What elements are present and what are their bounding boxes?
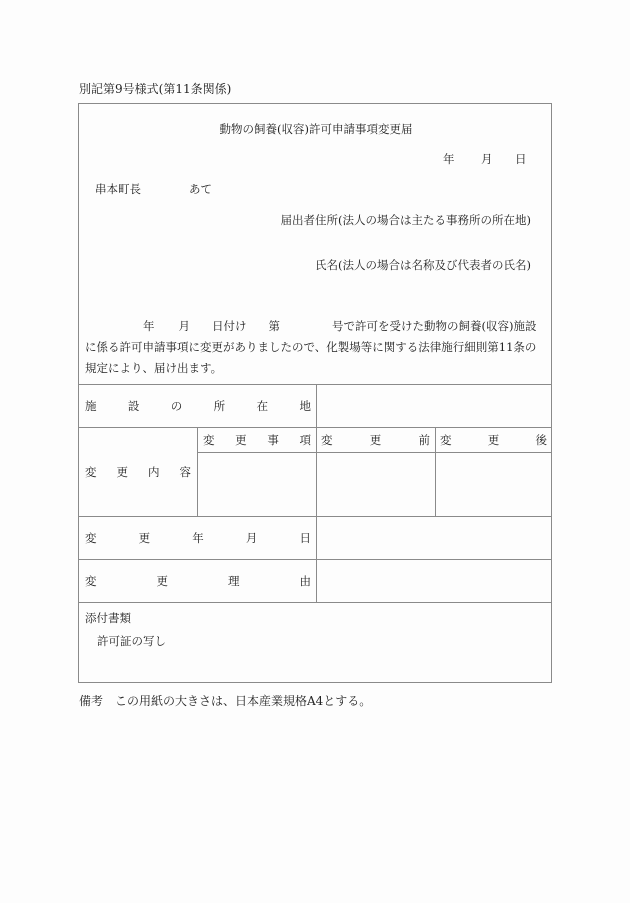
date-month-label: 月: [481, 152, 493, 166]
change-reason-field[interactable]: [319, 561, 549, 601]
change-content-label: 変 更 内 容: [85, 465, 191, 479]
facility-location-field[interactable]: [319, 386, 549, 426]
body-month: 月: [178, 319, 190, 333]
form-title: 動物の飼養(収容)許可申請事項変更届: [219, 122, 413, 136]
date-year-label: 年: [443, 152, 455, 166]
column-divider: [435, 427, 436, 516]
change-item-header: 変 更 事 項: [203, 433, 311, 447]
change-item-field[interactable]: [199, 454, 314, 514]
facility-location-label: 施 設 の 所 在 地: [85, 399, 311, 413]
row-divider: [79, 602, 551, 603]
form-box: [78, 103, 552, 683]
column-divider: [197, 427, 198, 516]
change-date-label: 変 更 年 月 日: [85, 531, 311, 545]
notification-body: [85, 316, 547, 379]
row-divider: [79, 516, 551, 517]
body-day: 日付け: [212, 319, 247, 333]
before-change-header: 変 更 前: [321, 433, 430, 447]
row-divider: [79, 559, 551, 560]
table-top-border: [79, 384, 551, 385]
change-reason-label: 変 更 理 由: [85, 574, 311, 588]
change-date-field[interactable]: [319, 518, 549, 558]
attachment-item: 許可証の写し: [97, 634, 166, 648]
body-year: 年: [143, 319, 155, 333]
remarks-note: 備考 この用紙の大きさは、日本産業規格A4とする。: [79, 694, 372, 708]
addressee: 串本町長: [95, 182, 141, 196]
applicant-name-label: 氏名(法人の場合は名称及び代表者の氏名): [315, 258, 531, 272]
before-change-field[interactable]: [318, 454, 433, 514]
body-number-prefix: 第: [268, 319, 280, 333]
date-day-label: 日: [515, 152, 527, 166]
body-text: 号で許可を受けた動物の飼養(収容)施設に係る許可申請事項に変更がありましたので、化製場等に関する法律施行細則第11条の規定により、届け出ます。: [85, 319, 537, 375]
row-divider: [79, 427, 551, 428]
attachments-label: 添付書類: [85, 611, 131, 625]
applicant-address-label: 届出者住所(法人の場合は主たる事務所の所在地): [280, 213, 531, 227]
row-divider: [197, 452, 551, 453]
after-change-field[interactable]: [437, 454, 549, 514]
addressee-suffix: あて: [189, 182, 212, 196]
form-id-label: 別記第9号様式(第11条関係): [79, 82, 232, 96]
after-change-header: 変 更 後: [440, 433, 547, 447]
column-divider: [316, 384, 317, 602]
